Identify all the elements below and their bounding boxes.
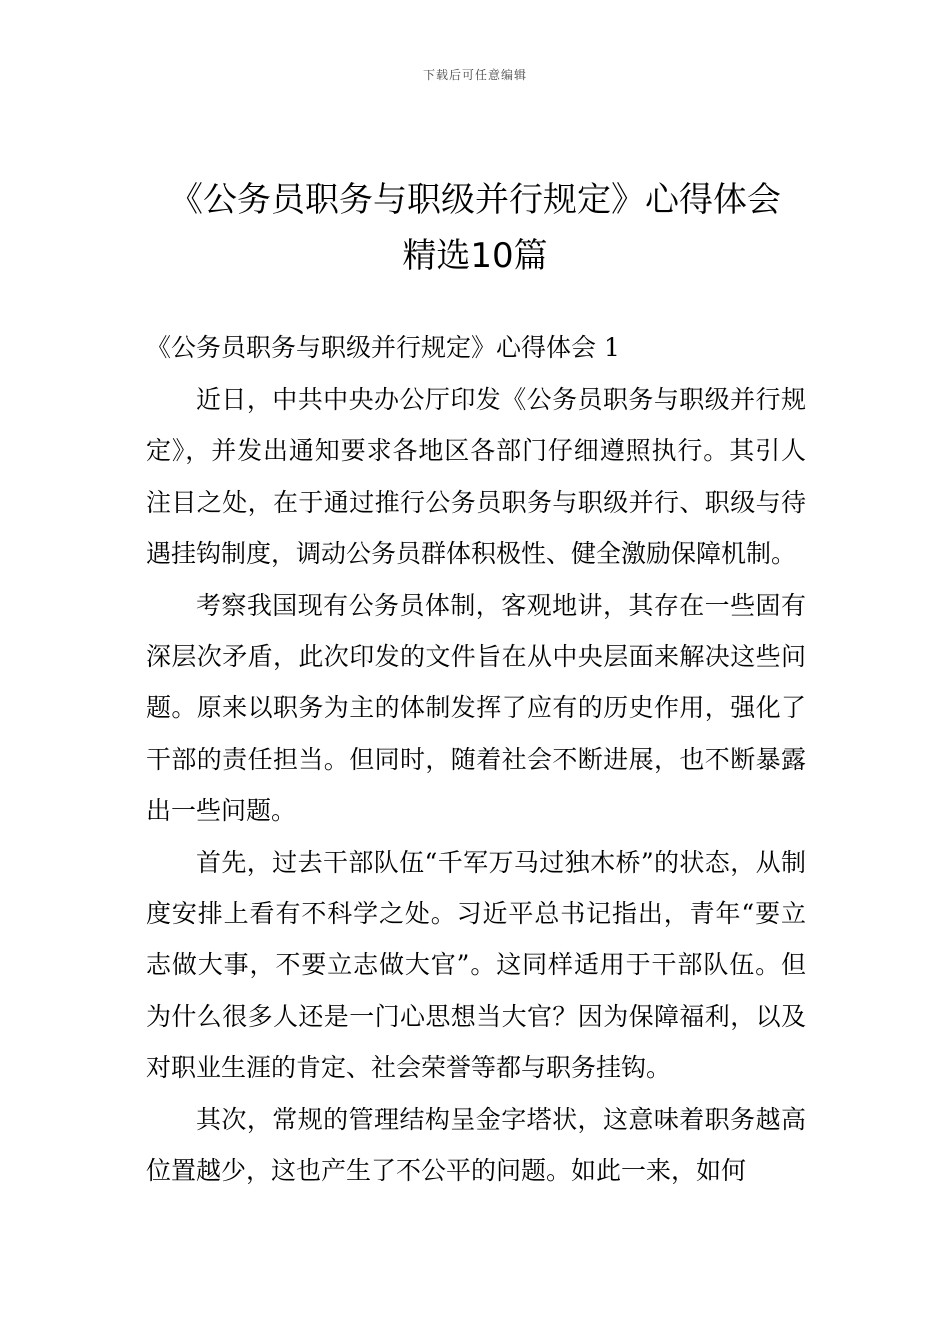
paragraph-2: 考察我国现有公务员体制，客观地讲，其存在一些固有深层次矛盾，此次印发的文件旨在从中央层面来解决这些问题。原来以职务为主的体制发挥了应有的历史作用，强化了干部的责任担当。但同时，随着社会不断进展，也不断暴露出一些问题。 [146,590,806,826]
paragraph-1: 近日，中共中央办公厅印发《公务员职务与职级并行规定》，并发出通知要求各地区各部门仔细遵照执行。其引人注目之处，在于通过推行公务员职务与职级并行、职级与待遇挂钩制度，调动公务员群体积极性、健全激励保障机制。 [146,385,806,569]
title-line-2: 精选10篇 [402,236,548,276]
paragraph-4: 其次，常规的管理结构呈金字塔状，这意味着职务越高位置越少，这也产生了不公平的问题。如此一来，如何 [146,1104,806,1186]
section-heading: 《公务员职务与职级并行规定》心得体会 1 [146,333,620,362]
document-title [100,172,850,284]
title-line-1: 《公务员职务与职级并行规定》心得体会 [169,180,781,220]
paragraph-3: 首先，过去干部队伍“千军万马过独木桥”的状态，从制度安排上看有不科学之处。习近平总书记指出，青年“要立志做大事，不要立志做大官”。这同样适用于干部队伍。但为什么很多人还是一门心思想当大官？因为保障福利，以及对职业生涯的肯定、社会荣誉等都与职务挂钩。 [146,847,806,1083]
document-body [146,322,806,1197]
header-note: 下载后可任意编辑 [422,68,527,82]
